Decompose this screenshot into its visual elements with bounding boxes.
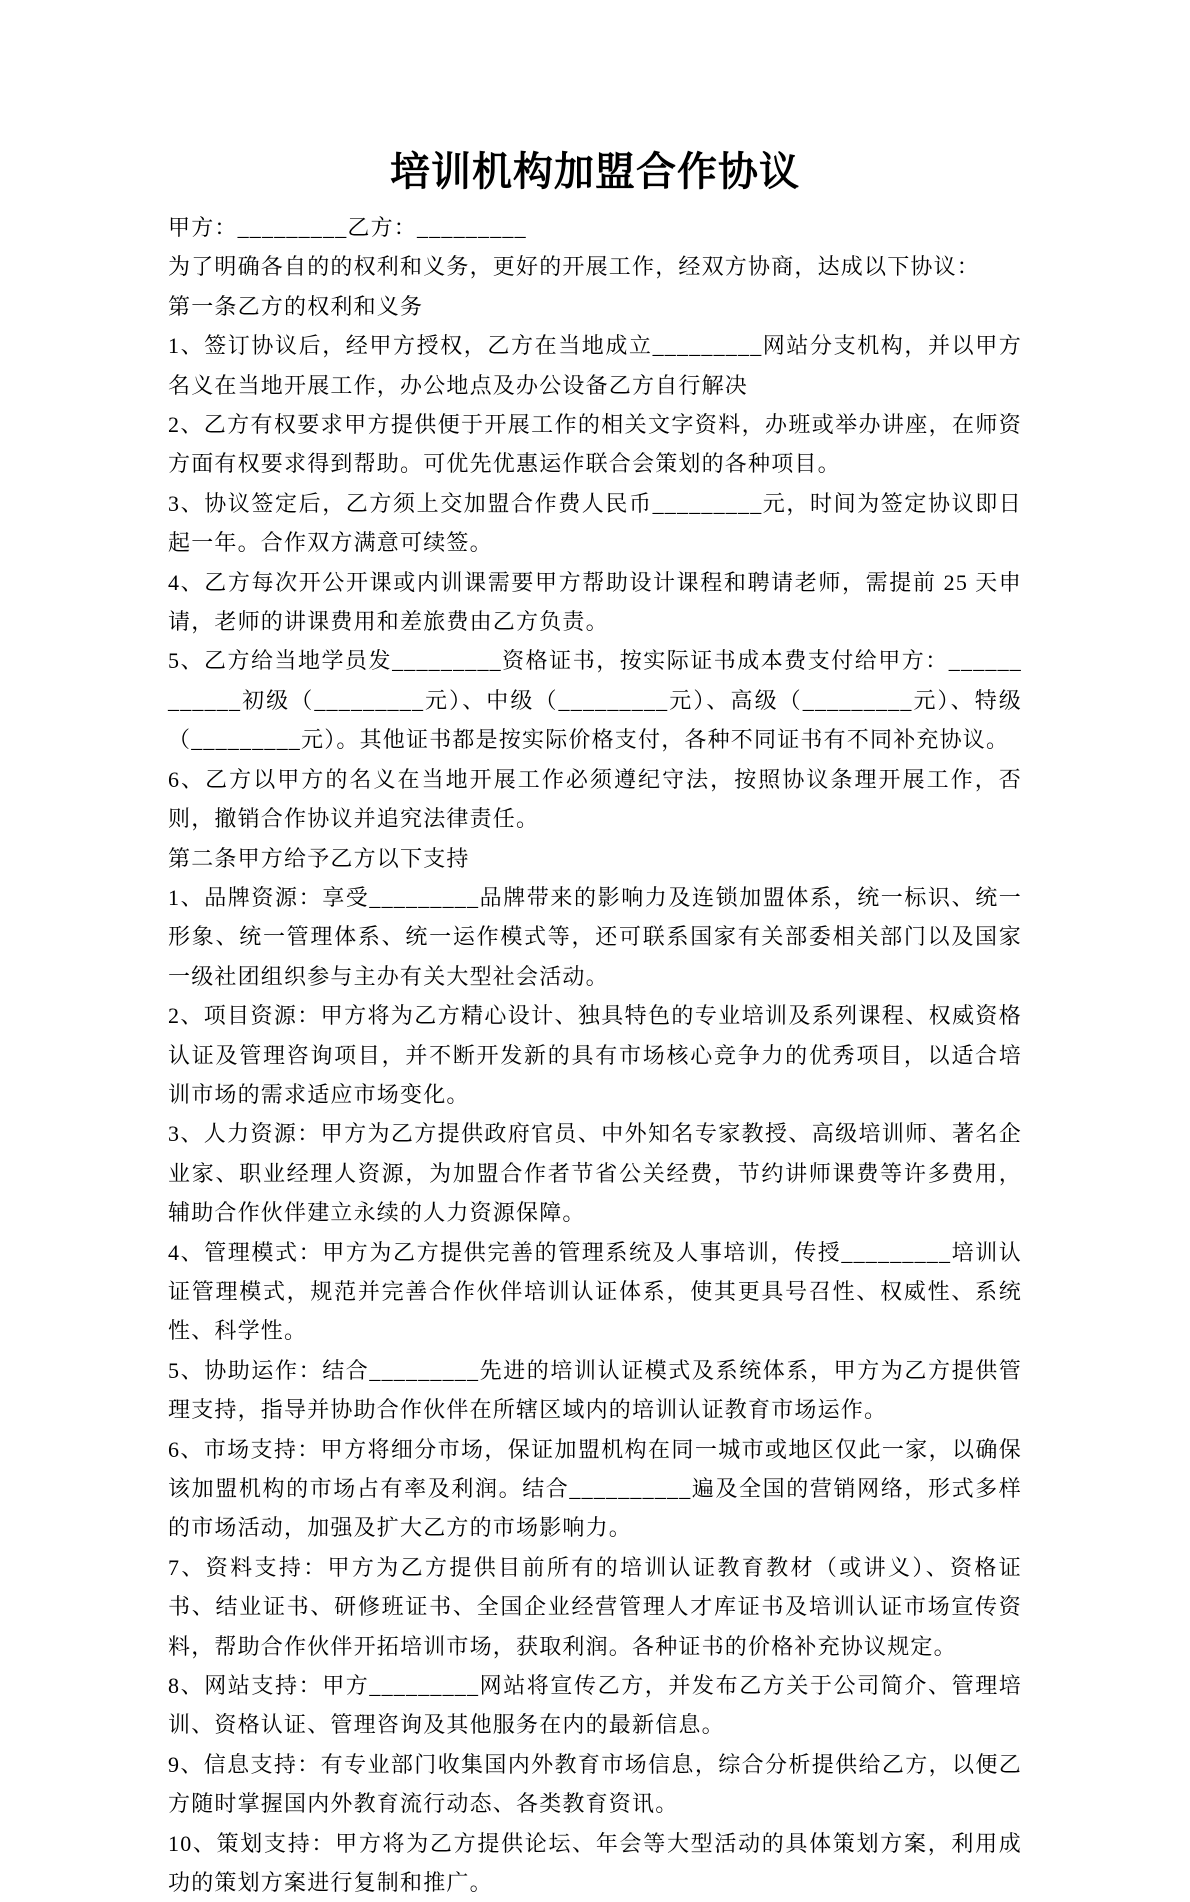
section2-item-1: 1、品牌资源：享受_________品牌带来的影响力及连锁加盟体系，统一标识、统一形象、统一管理体系、统一运作模式等，还可联系国家有关部委相关部门以及国家一级社团组织参与主办有关大型社会活动。	[168, 884, 1022, 989]
parties-line: 甲方：_________乙方：_________	[168, 215, 527, 240]
document-title: 培训机构加盟合作协议	[390, 149, 800, 194]
section2-item-5: 5、协助运作：结合_________先进的培训认证模式及系统体系，甲方为乙方提供管理支持，指导并协助合作伙伴在所辖区域内的培训认证教育市场运作。	[168, 1357, 1022, 1423]
preamble: 为了明确各自的的权利和义务，更好的开展工作，经双方协商，达成以下协议：	[168, 254, 981, 280]
section2-item-7: 7、资料支持：甲方为乙方提供目前所有的培训认证教育教材（或讲义）、资格证书、结业证书、研修班证书、全国企业经营管理人才库证书及培训认证市场宣传资料，帮助合作伙伴开拓培训市场，获取利润。各种证书的价格补充协议规定。	[168, 1554, 1022, 1659]
section1-item-2: 2、乙方有权要求甲方提供便于开展工作的相关文字资料，办班或举办讲座，在师资方面有权要求得到帮助。可优先优惠运作联合会策划的各种项目。	[168, 412, 1022, 477]
section1-item-4: 4、乙方每次开公开课或内训课需要甲方帮助设计课程和聘请老师，需提前 25 天申请，老师的讲课费用和差旅费由乙方负责。	[168, 569, 1022, 635]
section1-heading: 第一条乙方的权利和义务	[168, 293, 424, 319]
section2-item-9: 9、信息支持：有专业部门收集国内外教育市场信息，综合分析提供给乙方，以便乙方随时掌握国内外教育流行动态、各类教育资讯。	[168, 1751, 1022, 1817]
section2-item-6: 6、市场支持：甲方将细分市场，保证加盟机构在同一城市或地区仅此一家，以确保该加盟机构的市场占有率及利润。结合__________遍及全国的营销网络，形式多样的市场活动，加强及扩大乙方的市场影响力。	[168, 1436, 1022, 1541]
section1-item-1: 1、签订协议后，经甲方授权，乙方在当地成立_________网站分支机构，并以甲方名义在当地开展工作，办公地点及办公设备乙方自行解决	[168, 333, 1022, 398]
section2-item-10: 10、策划支持：甲方将为乙方提供论坛、年会等大型活动的具体策划方案，利用成功的策划方案进行复制和推广。	[168, 1830, 1022, 1896]
section1-item-5: 5、乙方给当地学员发_________资格证书，按实际证书成本费支付给甲方：____________初级（_________元）、中级（_________元）、高级（_________元）、特级（_________元）。其他证书都是按实际价格支付，各种不同证书有不同补充协议。	[168, 648, 1022, 753]
section2-heading: 第二条甲方给予乙方以下支持	[168, 845, 470, 871]
section2-item-2: 2、项目资源：甲方将为乙方精心设计、独具特色的专业培训及系列课程、权威资格认证及管理咨询项目，并不断开发新的具有市场核心竞争力的优秀项目，以适合培训市场的需求适应市场变化。	[168, 1003, 1022, 1107]
section1-item-6: 6、乙方以甲方的名义在当地开展工作必须遵纪守法，按照协议条理开展工作，否则，撤销合作协议并追究法律责任。	[168, 766, 1022, 832]
section2-item-8: 8、网站支持：甲方_________网站将宣传乙方，并发布乙方关于公司简介、管理培训、资格认证、管理咨询及其他服务在内的最新信息。	[168, 1673, 1022, 1738]
section1-item-3: 3、协议签定后，乙方须上交加盟合作费人民币_________元，时间为签定协议即日起一年。合作双方满意可续签。	[168, 490, 1022, 556]
document-body	[168, 208, 1022, 1902]
section2-item-4: 4、管理模式：甲方为乙方提供完善的管理系统及人事培训，传授_________培训认证管理模式，规范并完善合作伙伴培训认证体系，使其更具号召性、权威性、系统性、科学性。	[168, 1239, 1022, 1344]
section2-item-3: 3、人力资源：甲方为乙方提供政府官员、中外知名专家教授、高级培训师、著名企业家、职业经理人资源，为加盟合作者节省公关经费，节约讲师课费等许多费用，辅助合作伙伴建立永续的人力资源保障。	[168, 1121, 1022, 1226]
